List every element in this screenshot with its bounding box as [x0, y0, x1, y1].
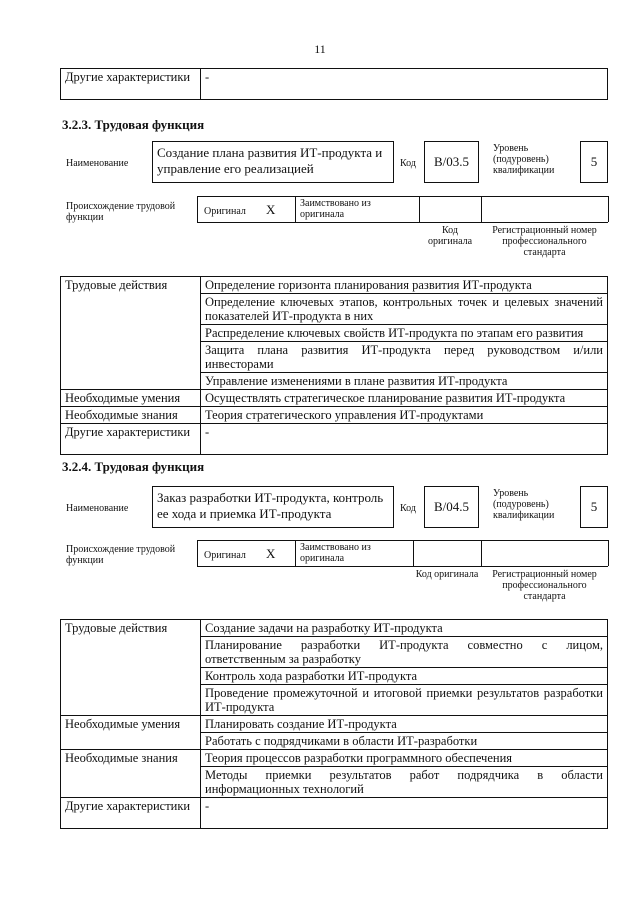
row-item: Распределение ключевых свойств ИТ-продукта по этапам его развития [201, 325, 608, 342]
row-item: Теория процессов разработки программного обеспечения [201, 750, 608, 767]
function-name-box [152, 486, 394, 528]
row-item: Создание задачи на разработку ИТ-продукта [201, 620, 608, 637]
row-item: Осуществлять стратегическое планирование развития ИТ-продукта [201, 390, 608, 407]
page-number: 11 [314, 42, 326, 56]
row-item: - [201, 424, 608, 455]
borrowed-label: Заимствовано из оригинала [300, 198, 371, 220]
reg-number-label: Регистрационный номер профессионального стандарта [492, 569, 597, 602]
section-heading-323: 3.2.3. Трудовая функция [62, 117, 205, 132]
name-label: Наименование [66, 503, 129, 514]
function-name: Заказ разработки ИТ-продукта, контроль ее хода и приемка ИТ-продукта [157, 490, 384, 521]
other-characteristics-value: - [201, 69, 608, 100]
level-label: Уровень (подуровень) квалификации [493, 143, 555, 176]
row-item: Работать с подрядчиками в области ИТ-разработки [201, 733, 608, 750]
function-code: B/03.5 [424, 141, 479, 183]
code-label: Код [400, 503, 416, 514]
function-name: Создание плана развития ИТ-продукта и управление его реализацией [157, 145, 383, 176]
row-item: Планировать создание ИТ-продукта [201, 716, 608, 733]
level-value: 5 [580, 141, 608, 183]
code-label: Код [400, 158, 416, 169]
function-code: B/04.5 [424, 486, 479, 528]
function-table-323 [60, 276, 608, 455]
row-item: - [201, 798, 608, 829]
function-name-box [152, 141, 394, 183]
row-item: Определение горизонта планирования развития ИТ-продукта [201, 277, 608, 294]
row-label: Трудовые действия [61, 277, 201, 390]
origin-label: Происхождение трудовой функции [66, 544, 176, 566]
code-original-label: Код оригинала [427, 225, 473, 247]
row-item: Планирование разработки ИТ-продукта совместно с лицом, ответственным за разработку [201, 637, 608, 668]
row-label: Необходимые умения [61, 716, 201, 750]
original-mark: X [266, 546, 276, 561]
reg-number-label: Регистрационный номер профессионального стандарта [492, 225, 597, 258]
borrowed-label: Заимствовано из оригинала [300, 542, 371, 564]
name-label: Наименование [66, 158, 129, 169]
origin-label: Происхождение трудовой функции [66, 201, 176, 223]
row-label: Необходимые знания [61, 750, 201, 798]
row-item: Контроль хода разработки ИТ-продукта [201, 668, 608, 685]
row-item: Методы приемки результатов работ подрядчика в области информационных технологий [201, 767, 608, 798]
row-item: Защита плана развития ИТ-продукта перед руководством и/или инвесторами [201, 342, 608, 373]
original-label: Оригинал [204, 206, 246, 217]
level-label: Уровень (подуровень) квалификации [493, 488, 555, 521]
other-characteristics-label: Другие характеристики [61, 69, 201, 100]
original-label: Оригинал [204, 550, 246, 561]
section-heading-324: 3.2.4. Трудовая функция [62, 459, 205, 474]
row-label: Необходимые умения [61, 390, 201, 407]
row-item: Управление изменениями в плане развития ИТ-продукта [201, 373, 608, 390]
row-item: Теория стратегического управления ИТ-продуктами [201, 407, 608, 424]
top-table [60, 68, 608, 100]
row-label: Трудовые действия [61, 620, 201, 716]
level-value: 5 [580, 486, 608, 528]
code-original-label: Код оригинала [415, 569, 479, 580]
row-label: Другие характеристики [61, 798, 201, 829]
function-table-324 [60, 619, 608, 829]
row-label: Другие характеристики [61, 424, 201, 455]
original-mark: X [266, 202, 276, 217]
row-item: Проведение промежуточной и итоговой приемки результатов разработки ИТ-продукта [201, 685, 608, 716]
row-item: Определение ключевых этапов, контрольных точек и целевых значений показателей ИТ-продукта в них [201, 294, 608, 325]
row-label: Необходимые знания [61, 407, 201, 424]
